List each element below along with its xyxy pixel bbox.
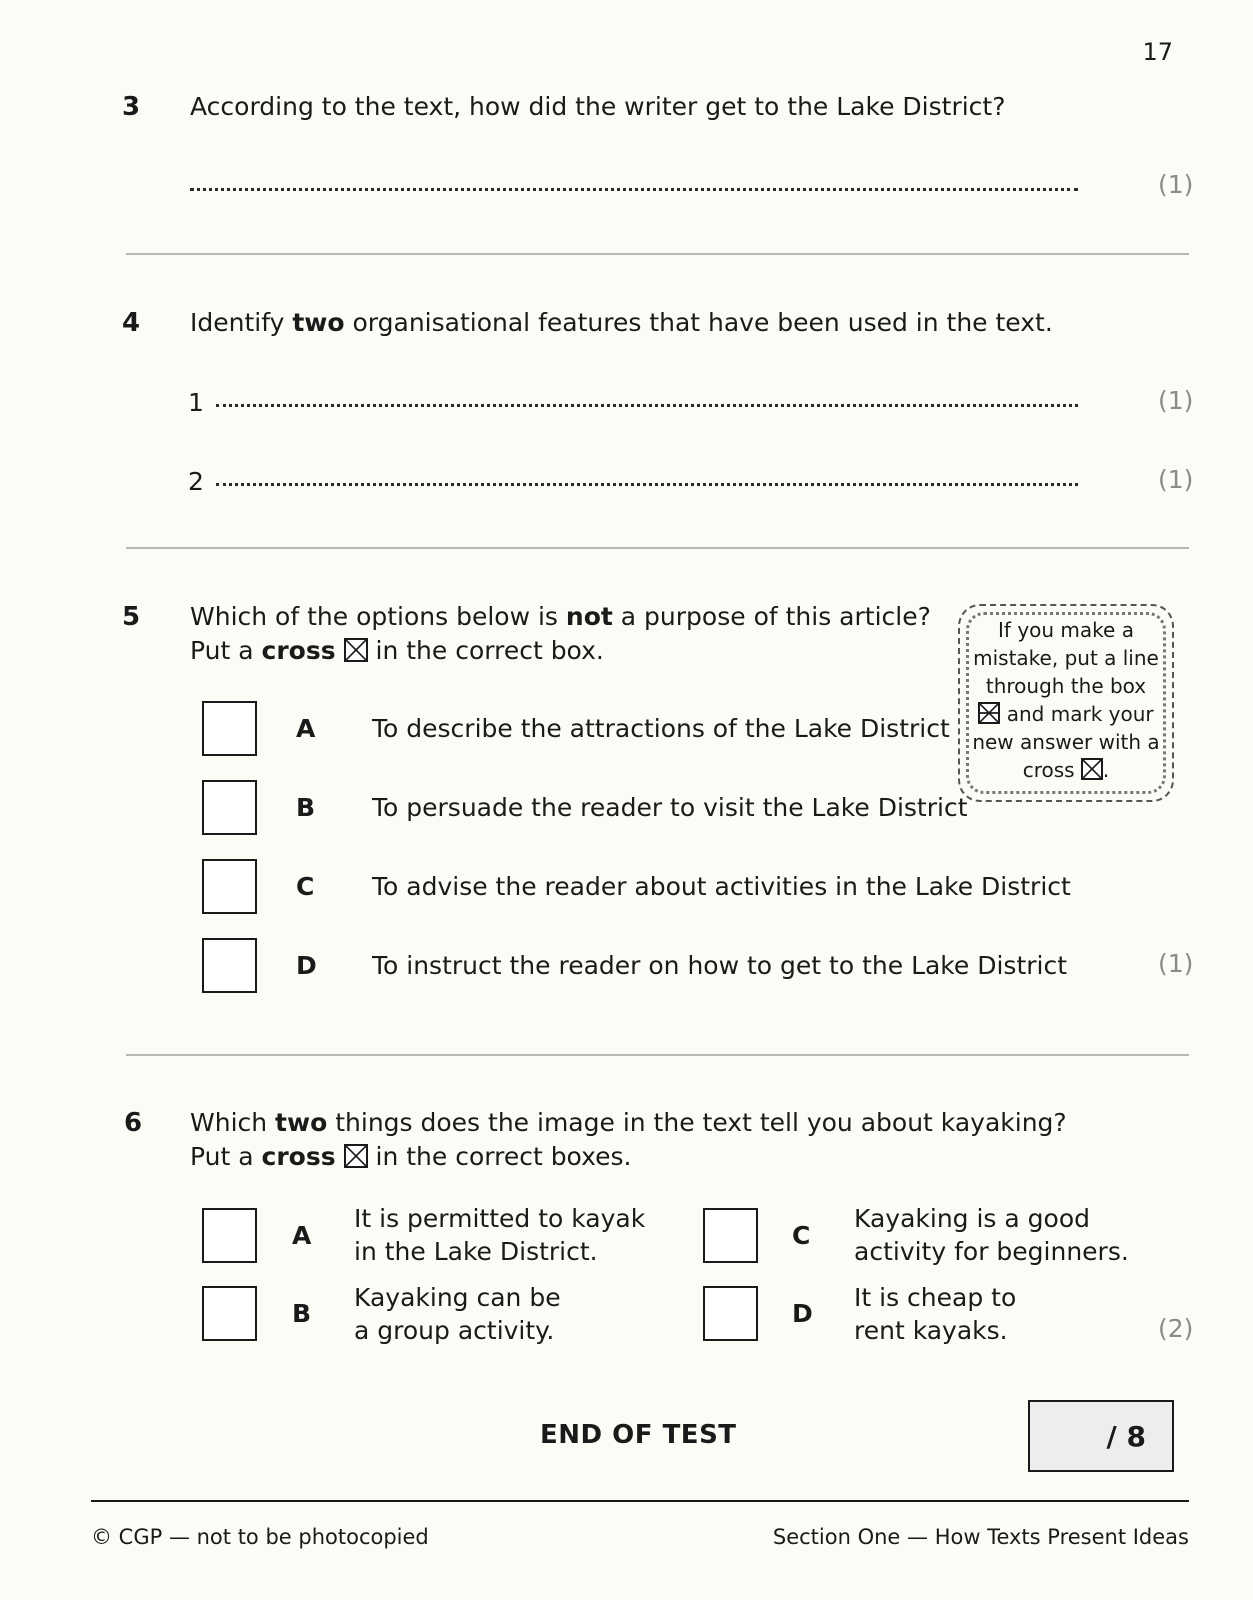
q6-option-b-text xyxy=(354,1281,561,1347)
q6-line2-pre: Put a xyxy=(190,1142,262,1171)
tip-line-3: through the box xyxy=(985,674,1147,698)
question-6-line-2 xyxy=(190,1140,631,1173)
question-6-line-1 xyxy=(190,1106,1067,1139)
question-4-marks-2: (1) xyxy=(1158,465,1194,494)
q6-option-d-text xyxy=(854,1281,1016,1347)
question-4-answer-line-2[interactable] xyxy=(216,483,1078,486)
question-3-text: According to the text, how did the writer get to the Lake District? xyxy=(190,92,1006,121)
q5-option-a-checkbox[interactable] xyxy=(202,701,257,756)
question-4-text-bold: two xyxy=(292,308,345,337)
tip-line-4-post: and mark your xyxy=(1000,702,1154,726)
question-5-marks: (1) xyxy=(1158,949,1194,978)
q5-option-b-checkbox[interactable] xyxy=(202,780,257,835)
q6-option-d-line-2: rent kayaks. xyxy=(854,1316,1008,1345)
q6-option-b-checkbox[interactable] xyxy=(202,1286,257,1341)
divider xyxy=(126,547,1189,549)
cross-box-icon xyxy=(344,1144,368,1168)
question-4-line-label-2: 2 xyxy=(188,467,204,496)
q6-line1-bold: two xyxy=(275,1108,328,1137)
tip-line-4 xyxy=(958,700,1174,728)
cross-box-icon xyxy=(344,638,368,662)
q6-option-c-checkbox[interactable] xyxy=(703,1208,758,1263)
q6-option-d-line-1: It is cheap to xyxy=(854,1283,1017,1312)
tip-line-6 xyxy=(958,756,1174,784)
q6-option-a-text xyxy=(354,1202,645,1268)
q6-option-a-line-2: in the Lake District. xyxy=(354,1237,598,1266)
q5-option-c-letter: C xyxy=(296,872,315,901)
q5-option-b-text: To persuade the reader to visit the Lake District xyxy=(372,793,968,822)
divider xyxy=(126,1054,1189,1056)
q6-option-a-letter: A xyxy=(292,1221,312,1250)
tip-line-6-pre: cross xyxy=(1022,758,1081,782)
score-total: / 8 xyxy=(1106,1420,1146,1453)
question-4-marks-1: (1) xyxy=(1158,386,1194,415)
question-6-marks: (2) xyxy=(1158,1314,1194,1343)
q6-option-b-letter: B xyxy=(292,1299,312,1328)
q5-option-d-text: To instruct the reader on how to get to the Lake District xyxy=(372,951,1068,980)
q5-option-c-checkbox[interactable] xyxy=(202,859,257,914)
tip-line-6-post: . xyxy=(1102,758,1110,782)
q5-option-d-letter: D xyxy=(296,951,317,980)
q5-option-a-letter: A xyxy=(296,714,316,743)
q5-line2-post-wrap xyxy=(336,636,604,665)
q6-option-c-line-1: Kayaking is a good xyxy=(854,1204,1090,1233)
q6-line2-post: in the correct boxes. xyxy=(367,1142,632,1171)
tip-line-1: If you make a xyxy=(998,618,1134,642)
question-4-text-post: organisational features that have been used in the text. xyxy=(344,308,1053,337)
q6-option-a-checkbox[interactable] xyxy=(202,1208,257,1263)
q5-line2-bold: cross xyxy=(261,636,336,665)
tip-line-5: new answer with a xyxy=(972,730,1160,754)
question-3-marks: (1) xyxy=(1158,170,1194,199)
q6-line2-bold: cross xyxy=(261,1142,336,1171)
q6-option-b-line-1: Kayaking can be xyxy=(354,1283,561,1312)
q5-option-b-letter: B xyxy=(296,793,316,822)
q6-line1-post: things does the image in the text tell you about kayaking? xyxy=(327,1108,1067,1137)
q6-option-c-text xyxy=(854,1202,1129,1268)
end-of-test-label: END OF TEST xyxy=(540,1420,737,1450)
tip-text xyxy=(958,616,1174,784)
struck-cross-box-icon xyxy=(978,702,1000,724)
question-5-line-2 xyxy=(190,634,604,667)
q5-line1-pre: Which of the options below is xyxy=(190,602,566,631)
q6-option-d-checkbox[interactable] xyxy=(703,1286,758,1341)
q6-line1-pre: Which xyxy=(190,1108,276,1137)
question-4-text-pre: Identify xyxy=(190,308,293,337)
q5-line2-post: in the correct box. xyxy=(367,636,604,665)
tip-line-2: mistake, put a line xyxy=(973,646,1159,670)
question-4-number: 4 xyxy=(122,308,141,338)
question-5-number: 5 xyxy=(122,602,141,632)
q5-option-d-checkbox[interactable] xyxy=(202,938,257,993)
page-number: 17 xyxy=(1142,38,1173,66)
footer-right: Section One — How Texts Present Ideas xyxy=(772,1525,1189,1549)
question-4-answer-line-1[interactable] xyxy=(216,404,1078,407)
question-6-number: 6 xyxy=(124,1108,143,1138)
q6-option-d-letter: D xyxy=(792,1299,813,1328)
divider xyxy=(126,253,1189,255)
q5-line1-bold: not xyxy=(565,602,613,631)
score-box xyxy=(1028,1400,1174,1472)
q6-option-a-line-1: It is permitted to kayak xyxy=(354,1204,646,1233)
q6-option-b-line-2: a group activity. xyxy=(354,1316,555,1345)
footer-rule xyxy=(91,1500,1189,1502)
q5-line1-post: a purpose of this article? xyxy=(612,602,931,631)
q5-line2-pre: Put a xyxy=(190,636,262,665)
q6-option-c-line-2: activity for beginners. xyxy=(854,1237,1129,1266)
question-3-answer-line[interactable] xyxy=(190,188,1078,191)
question-5-line-1 xyxy=(190,600,931,633)
q5-option-c-text: To advise the reader about activities in the Lake District xyxy=(372,872,1071,901)
question-4-line-label-1: 1 xyxy=(188,388,204,417)
q5-option-a-text: To describe the attractions of the Lake District xyxy=(372,714,950,743)
footer-left: © CGP — not to be photocopied xyxy=(91,1525,429,1549)
cross-box-icon xyxy=(1081,758,1103,780)
q6-option-c-letter: C xyxy=(792,1221,811,1250)
question-3-number: 3 xyxy=(122,92,141,122)
question-4-text xyxy=(190,306,1053,339)
